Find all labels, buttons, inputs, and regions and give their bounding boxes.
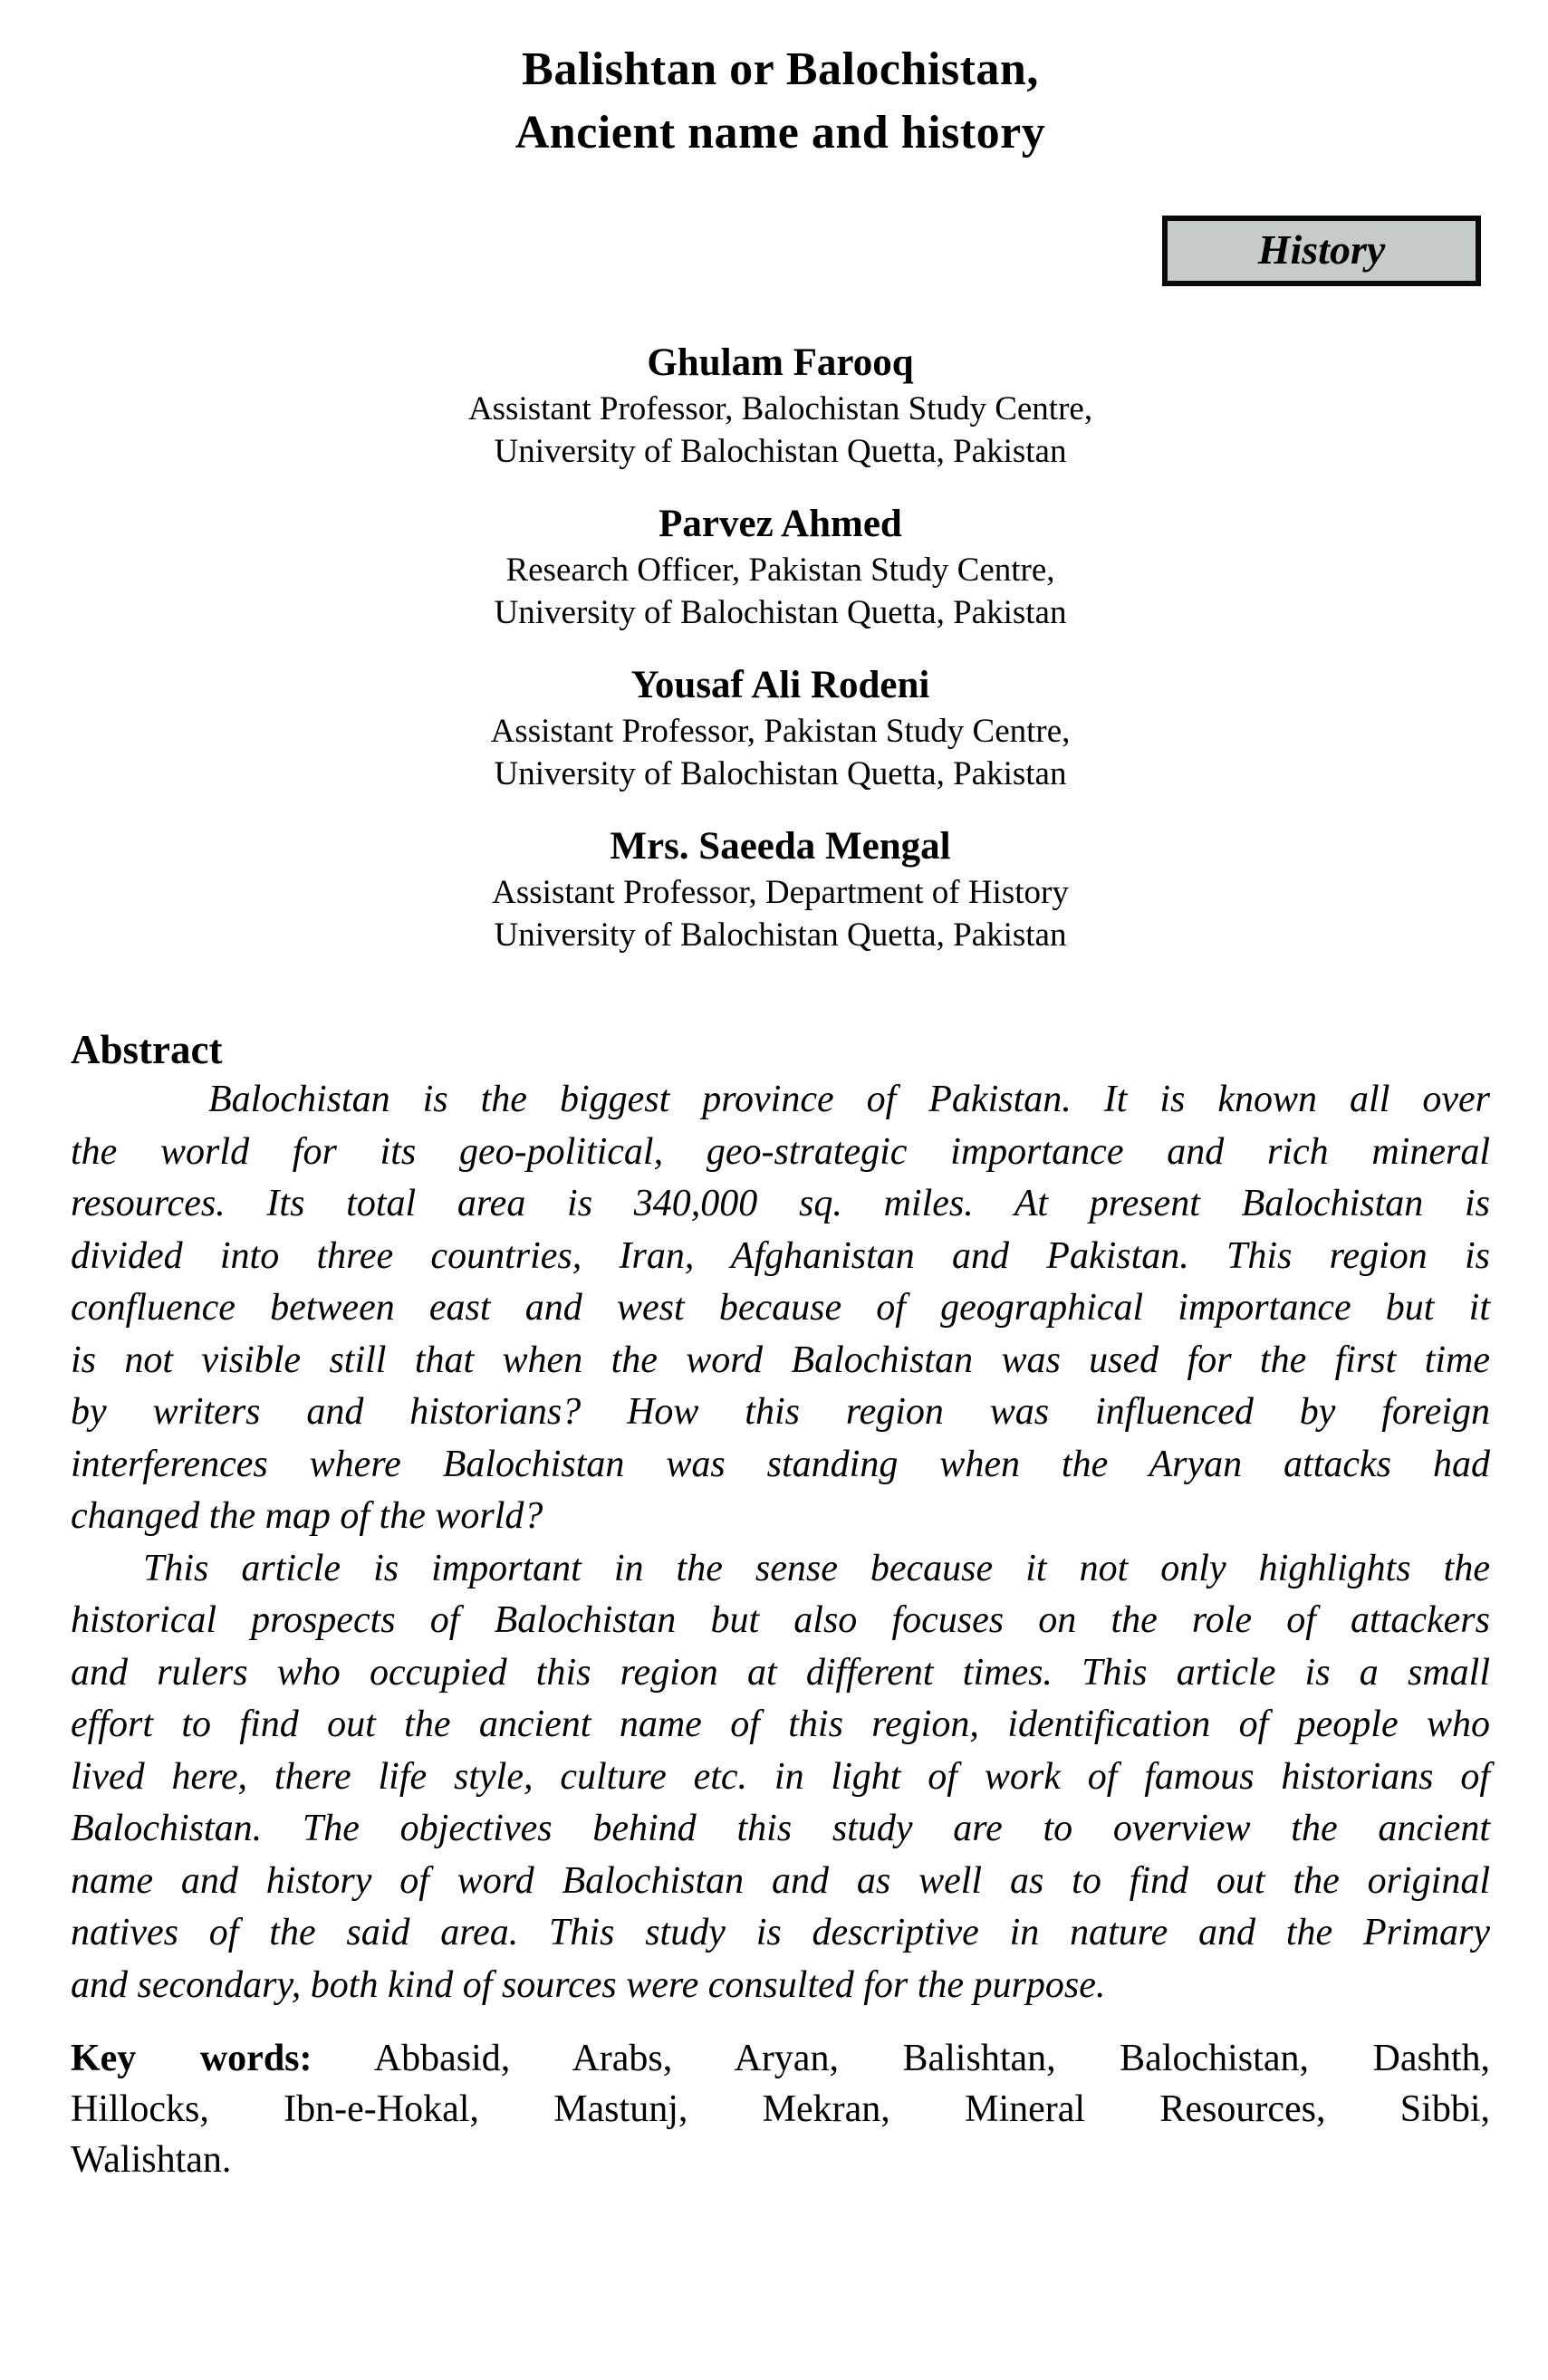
abstract-heading: Abstract: [71, 1027, 223, 1072]
keywords-line: Hillocks, Ibn-e-Hokal, Mastunj, Mekran, Mineral Resources, Sibbi,: [71, 2088, 1490, 2130]
paper-title: [71, 38, 1490, 165]
keywords-line: [71, 2033, 1490, 2084]
category-badge-row: [71, 216, 1490, 286]
abstract-line: and rulers who occupied this region at different times. This article is a small: [71, 1651, 1490, 1694]
author-group: [71, 822, 1490, 956]
author-name: Parvez Ahmed: [659, 503, 902, 545]
abstract-line: changed the map of the world?: [71, 1495, 543, 1537]
abstract-line: This article is important in the sense because it not only highlights the: [143, 1547, 1490, 1589]
abstract-line: Balochistan is the biggest province of Pakistan. It is known all over: [208, 1079, 1490, 1120]
author-institution: University of Balochistan Quetta, Pakistan: [494, 916, 1067, 954]
paper-title-line-2: Ancient name and history: [514, 107, 1046, 158]
abstract-line: by writers and historians? How this region was influenced by foreign: [71, 1391, 1490, 1433]
author-group: [71, 339, 1490, 473]
abstract-line: effort to find out the ancient name of this region, identification of people who: [71, 1703, 1490, 1745]
abstract-line: Balochistan. The objectives behind this study are to overview the ancient: [71, 1808, 1490, 1849]
abstract-line: and secondary, both kind of sources were consulted for the purpose.: [71, 1963, 1106, 2006]
author-group: [71, 500, 1490, 634]
author-role: Assistant Professor, Department of History: [492, 874, 1069, 911]
category-badge: History: [1162, 216, 1481, 286]
abstract-line: interferences where Balochistan was standing when the Aryan attacks had: [71, 1443, 1490, 1485]
author-institution: University of Balochistan Quetta, Pakistan: [494, 433, 1067, 470]
author-name: Yousaf Ali Rodeni: [630, 664, 930, 706]
abstract-line: confluence between east and west because of geographical importance but it: [71, 1287, 1490, 1329]
abstract-line: natives of the said area. This study is descriptive in nature and the Primary: [71, 1912, 1490, 1953]
keywords-section: [71, 2033, 1490, 2185]
author-role: Assistant Professor, Pakistan Study Centre,: [490, 713, 1071, 750]
abstract-paragraph: [71, 1543, 1490, 2012]
keywords-label: Key words:: [71, 2038, 312, 2079]
abstract-line: the world for its geo-political, geo-strategic importance and rich mineral: [71, 1130, 1490, 1173]
keywords-line: Walishtan.: [71, 2139, 232, 2181]
keywords-text: Abbasid, Arabs, Aryan, Balishtan, Balochistan, Dashth,: [373, 2038, 1490, 2079]
author-name: Mrs. Saeeda Mengal: [610, 825, 951, 868]
author-role: Research Officer, Pakistan Study Centre,: [505, 552, 1055, 589]
author-block: [71, 339, 1490, 956]
abstract-line: divided into three countries, Iran, Afghanistan and Pakistan. This region is: [71, 1234, 1490, 1277]
abstract-paragraph: [71, 1074, 1490, 1543]
author-name: Ghulam Farooq: [647, 341, 914, 384]
abstract-line: is not visible still that when the word Balochistan was used for the first time: [71, 1339, 1490, 1381]
abstract-line: resources. Its total area is 340,000 sq. miles. At present Balochistan is: [71, 1183, 1490, 1224]
author-group: [71, 661, 1490, 795]
author-institution: University of Balochistan Quetta, Pakistan: [494, 594, 1067, 631]
paper-title-line-1: Balishtan or Balochistan,: [522, 43, 1039, 95]
abstract-line: historical prospects of Balochistan but also focuses on the role of attackers: [71, 1599, 1490, 1641]
abstract-line: name and history of word Balochistan and as well as to find out the original: [71, 1859, 1490, 1902]
abstract-body: [71, 1074, 1490, 2011]
author-institution: University of Balochistan Quetta, Pakistan: [494, 755, 1067, 792]
abstract-line: lived here, there life style, culture etc. in light of work of famous historians of: [71, 1755, 1490, 1798]
author-role: Assistant Professor, Balochistan Study Centre,: [467, 390, 1093, 427]
